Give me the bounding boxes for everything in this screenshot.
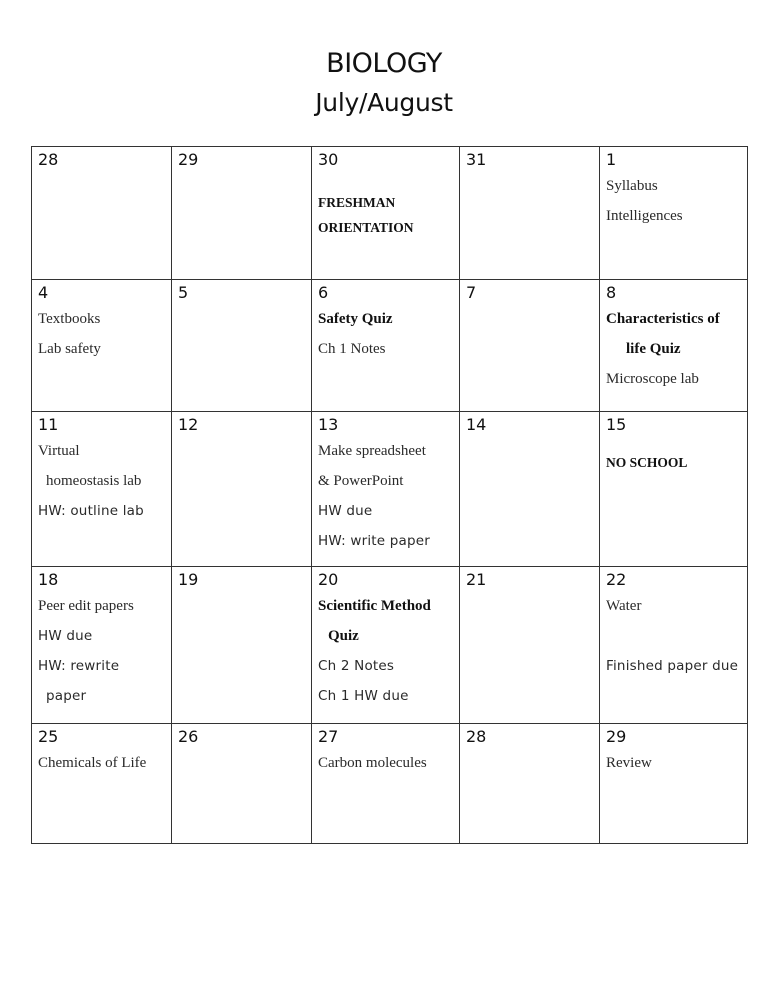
calendar-week — [32, 412, 748, 567]
event-text: Ch 2 Notes — [318, 658, 395, 674]
day-number: 21 — [466, 570, 487, 589]
day-number: 11 — [38, 415, 59, 434]
calendar-day-cell — [32, 724, 172, 844]
day-number: 27 — [318, 727, 339, 746]
calendar-day-cell — [600, 280, 748, 412]
calendar-day-cell — [600, 412, 748, 567]
calendar-day-cell — [32, 567, 172, 724]
calendar-day-cell — [460, 412, 600, 567]
event-text: HW: write paper — [318, 533, 431, 549]
event-text: Syllabus — [606, 178, 658, 194]
calendar-week — [32, 147, 748, 280]
calendar-day-cell — [312, 724, 460, 844]
day-number: 22 — [606, 570, 627, 589]
day-number: 12 — [178, 415, 199, 434]
calendar-day-cell — [312, 412, 460, 567]
calendar-day-cell — [460, 280, 600, 412]
event-text: Safety Quiz — [318, 311, 393, 327]
event-text: HW due — [38, 628, 93, 644]
calendar-day-cell — [312, 280, 460, 412]
calendar-day-cell — [460, 567, 600, 724]
calendar-day-cell — [600, 724, 748, 844]
day-number: 8 — [606, 283, 617, 302]
day-number: 19 — [178, 570, 199, 589]
calendar-day-cell — [312, 567, 460, 724]
event-text: Finished paper due — [606, 658, 739, 674]
event-text: Chemicals of Life — [38, 755, 147, 771]
event-text: HW due — [318, 503, 373, 519]
calendar-day-cell — [172, 567, 312, 724]
calendar-week — [32, 567, 748, 724]
day-number: 28 — [38, 150, 59, 169]
event-text: life Quiz — [626, 341, 681, 357]
page-title: BIOLOGY — [326, 48, 442, 79]
event-text: Scientific Method — [318, 598, 431, 614]
calendar-day-cell — [600, 567, 748, 724]
calendar-day-cell — [172, 280, 312, 412]
day-number: 13 — [318, 415, 339, 434]
day-number: 14 — [466, 415, 487, 434]
calendar-week — [32, 280, 748, 412]
event-text: paper — [46, 688, 87, 704]
event-text: Ch 1 HW due — [318, 688, 409, 704]
event-text: Virtual — [38, 443, 80, 459]
event-text: Textbooks — [38, 311, 101, 327]
event-text: FRESHMAN — [318, 195, 396, 210]
day-number: 30 — [318, 150, 339, 169]
day-number: 28 — [466, 727, 487, 746]
calendar-day-cell — [460, 147, 600, 280]
day-number: 5 — [178, 283, 189, 302]
day-number: 26 — [178, 727, 199, 746]
event-text: & PowerPoint — [318, 473, 404, 489]
day-number: 1 — [606, 150, 617, 169]
day-number: 20 — [318, 570, 339, 589]
calendar-day-cell — [172, 724, 312, 844]
calendar-day-cell — [312, 147, 460, 280]
event-text: Lab safety — [38, 341, 101, 357]
day-number: 29 — [606, 727, 627, 746]
calendar-day-cell — [32, 147, 172, 280]
day-number: 31 — [466, 150, 487, 169]
calendar-table — [31, 146, 748, 844]
day-number: 4 — [38, 283, 49, 302]
event-text: Intelligences — [606, 208, 683, 224]
day-number: 6 — [318, 283, 329, 302]
event-text: Microscope lab — [606, 371, 699, 387]
event-text: Peer edit papers — [38, 598, 134, 614]
event-text: homeostasis lab — [46, 473, 142, 489]
event-text: Water — [606, 598, 642, 614]
calendar-day-cell — [32, 412, 172, 567]
event-text: HW: rewrite — [38, 658, 120, 674]
calendar-day-cell — [172, 412, 312, 567]
calendar-day-cell — [172, 147, 312, 280]
event-text: Quiz — [328, 628, 359, 644]
event-text: NO SCHOOL — [606, 455, 688, 470]
day-number: 29 — [178, 150, 199, 169]
calendar-week — [32, 724, 748, 844]
event-text: ORIENTATION — [318, 220, 414, 235]
event-text: Review — [606, 755, 652, 771]
event-text: Make spreadsheet — [318, 443, 426, 459]
day-number: 25 — [38, 727, 59, 746]
day-number: 7 — [466, 283, 477, 302]
day-number: 18 — [38, 570, 59, 589]
event-text: HW: outline lab — [38, 503, 144, 519]
event-text: Carbon molecules — [318, 755, 427, 771]
calendar-day-cell — [600, 147, 748, 280]
day-number: 15 — [606, 415, 627, 434]
event-text: Ch 1 Notes — [318, 341, 386, 357]
event-text: Characteristics of — [606, 311, 720, 327]
calendar-day-cell — [32, 280, 172, 412]
calendar-day-cell — [460, 724, 600, 844]
page-subtitle: July/August — [315, 88, 453, 117]
